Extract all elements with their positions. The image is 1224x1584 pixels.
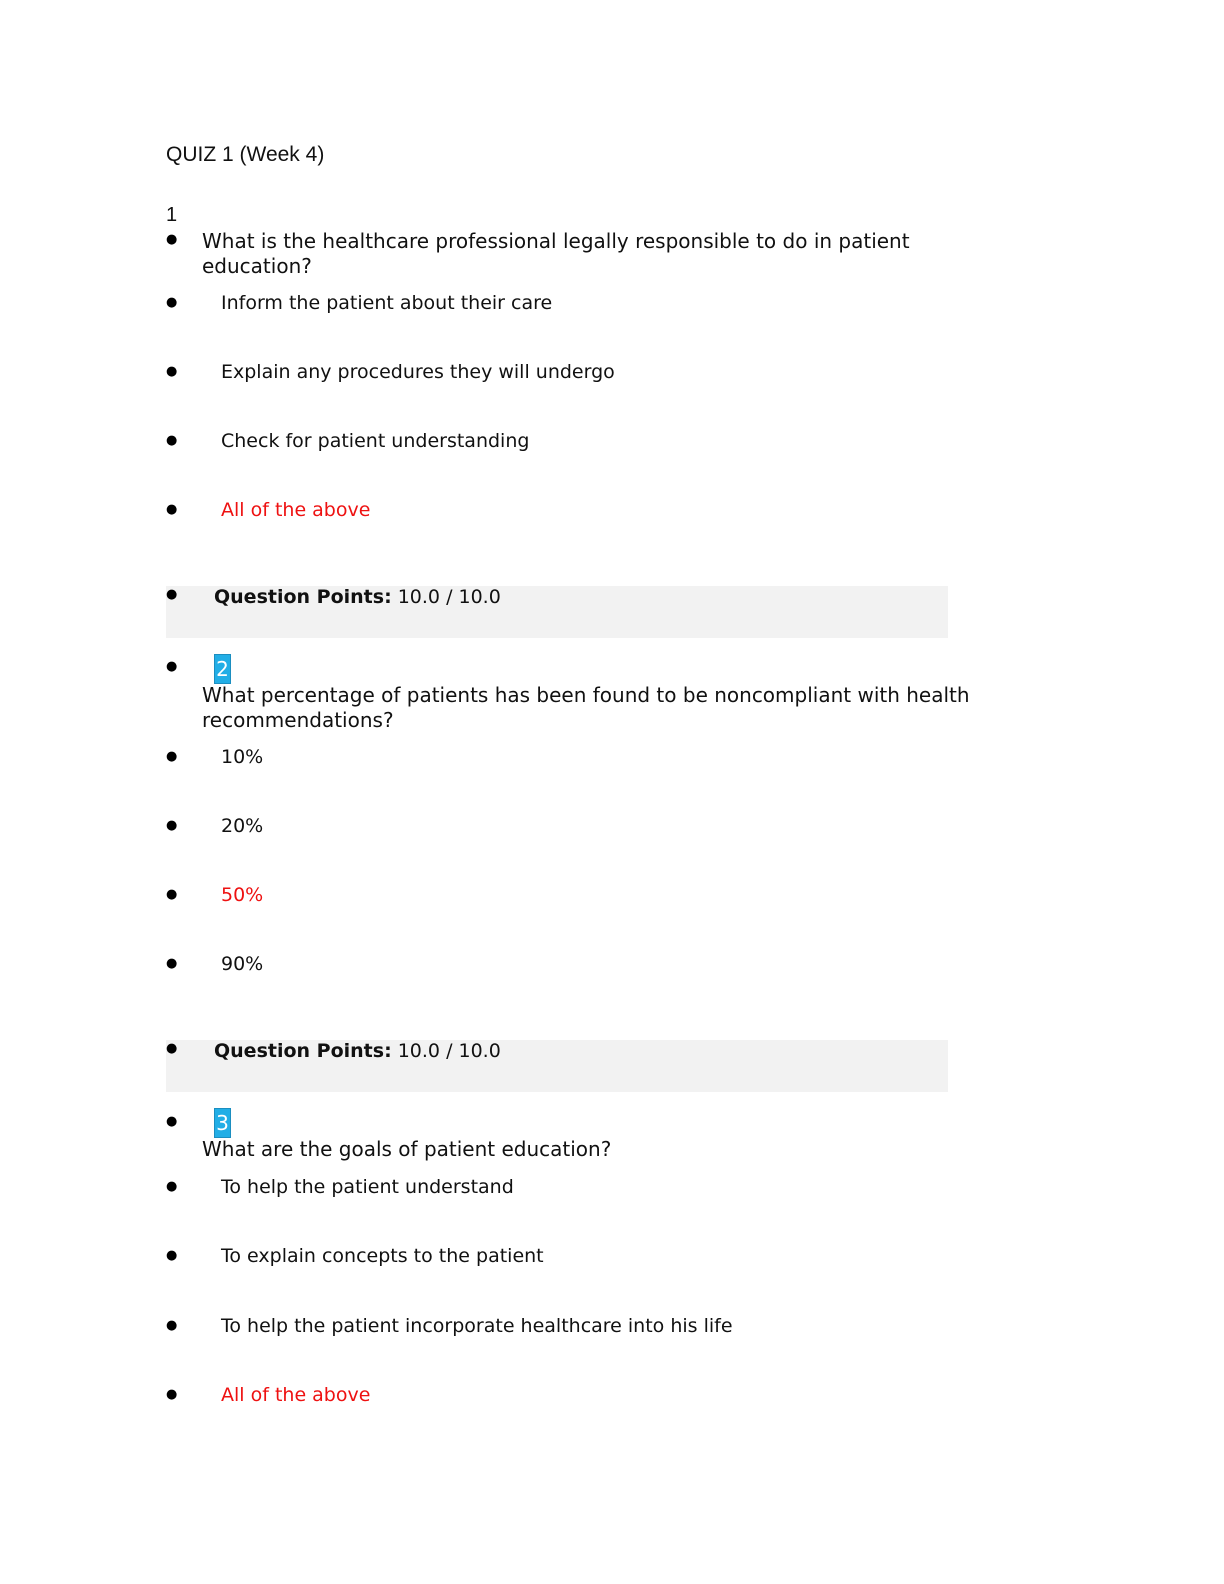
bullet-icon: ● [166, 1387, 178, 1402]
points-value: 10.0 / 10.0 [397, 1040, 501, 1062]
bullet-icon: ● [166, 956, 178, 971]
bullet-icon: ● [166, 232, 178, 247]
bullet-icon: ● [166, 364, 178, 379]
question-text: What is the healthcare professional legally responsible to do in patient education? [202, 229, 910, 278]
bullet-icon: ● [166, 887, 178, 902]
answer-option-correct[interactable]: All of the above [221, 499, 371, 521]
question-number-badge: 2 [214, 654, 231, 684]
answer-option[interactable]: 90% [221, 953, 264, 975]
bullet-icon: ● [166, 1318, 178, 1333]
answer-option[interactable]: Inform the patient about their care [221, 292, 553, 314]
answer-option-correct[interactable]: 50% [221, 884, 264, 906]
bullet-icon: ● [166, 818, 178, 833]
bullet-icon: ● [166, 1041, 178, 1056]
answer-option[interactable]: To help the patient incorporate healthcare into his life [221, 1315, 733, 1337]
question-points [214, 1040, 501, 1062]
question-number-badge: 3 [214, 1108, 231, 1138]
answer-option[interactable]: To explain concepts to the patient [221, 1245, 544, 1267]
answer-option[interactable]: 20% [221, 815, 264, 837]
bullet-icon: ● [166, 1179, 178, 1194]
answer-option[interactable]: 10% [221, 746, 264, 768]
bullet-icon: ● [166, 502, 178, 517]
question-points [214, 586, 501, 608]
points-label: Question Points: [214, 1040, 392, 1062]
question-text: What percentage of patients has been found to be noncompliant with health recommendations? [202, 683, 970, 732]
points-label: Question Points: [214, 586, 392, 608]
bullet-icon: ● [166, 1114, 178, 1129]
answer-option-correct[interactable]: All of the above [221, 1384, 371, 1406]
bullet-icon: ● [166, 659, 178, 674]
answer-option[interactable]: Check for patient understanding [221, 430, 530, 452]
question-number: 1 [166, 204, 178, 226]
points-value: 10.0 / 10.0 [397, 586, 501, 608]
question-text: What are the goals of patient education? [202, 1137, 612, 1161]
bullet-icon: ● [166, 295, 178, 310]
answer-option[interactable]: Explain any procedures they will undergo [221, 361, 615, 383]
page-title: QUIZ 1 (Week 4) [166, 143, 325, 166]
bullet-icon: ● [166, 749, 178, 764]
answer-option[interactable]: To help the patient understand [221, 1176, 514, 1198]
bullet-icon: ● [166, 587, 178, 602]
bullet-icon: ● [166, 1248, 178, 1263]
bullet-icon: ● [166, 433, 178, 448]
